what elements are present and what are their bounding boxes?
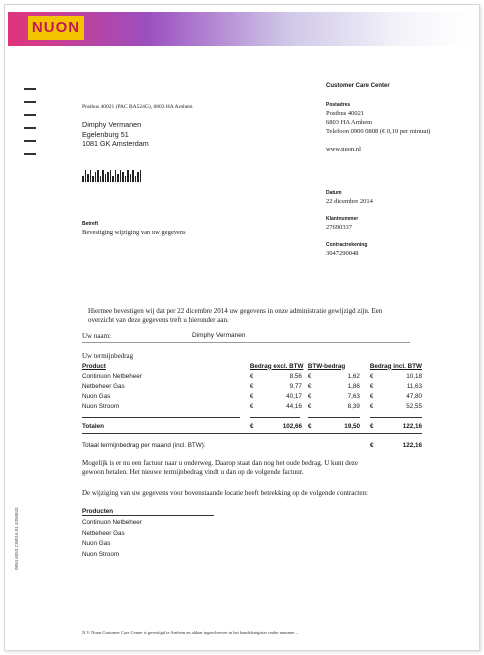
para1-line-1: Mogelijk is er nu een factuur naar u onderweg. Daarop staat dan nog het oude bedrag. U kunt deze	[82, 459, 359, 467]
row-btw: € 7,63	[307, 392, 360, 400]
row-excl: € 44,16	[249, 402, 302, 410]
row-incl: € 11,63	[369, 382, 422, 390]
monthly-table	[82, 440, 422, 450]
row-btw: € 1,62	[307, 372, 360, 380]
client-value: 27690337	[326, 224, 352, 231]
totals-table	[82, 421, 422, 431]
totals-incl: € 122,16	[370, 422, 422, 430]
table-row	[82, 371, 422, 381]
header-btw: BTW-bedrag	[307, 362, 346, 370]
row-incl: € 52,55	[369, 402, 422, 410]
list-item: Continuon Netbeheer	[82, 519, 142, 526]
table-row	[82, 391, 422, 401]
totals-excl: € 102,66	[250, 422, 302, 430]
termijn-table	[82, 361, 422, 411]
header-excl: Bedrag excl. BTW	[249, 362, 304, 370]
name-label: Uw naam:	[82, 332, 111, 340]
subject-value: Bevestiging wijziging van uw gegevens	[82, 229, 186, 236]
date-label: Datum	[326, 190, 342, 196]
name-underline	[82, 342, 410, 343]
recipient-address	[82, 120, 149, 149]
recipient-city: 1081 GK Amsterdam	[82, 139, 149, 148]
totals-bottom-rule	[82, 433, 422, 434]
sender-line: Postbus 40021 (PAC BA524G), 6803 HA Arnhem	[82, 104, 193, 110]
paragraph-invoice	[82, 459, 422, 477]
row-btw: € 8,39	[307, 402, 360, 410]
totals-rule-product	[82, 417, 240, 418]
contact-title: Customer Care Center	[326, 83, 390, 89]
products-list	[82, 518, 142, 560]
contract-value: 3047290048	[326, 250, 359, 257]
address-line-2: 6803 HA Arnhem	[326, 119, 373, 126]
contract-label: Contractrekening	[326, 242, 368, 248]
contact-block	[326, 83, 430, 153]
table-row	[82, 381, 422, 391]
totals-rule-incl	[370, 417, 422, 418]
row-excl: € 40,17	[249, 392, 302, 400]
header-incl: Bedrag incl. BTW	[369, 362, 422, 370]
row-incl: € 47,80	[369, 392, 422, 400]
row-product: Netbeheer Gas	[82, 382, 125, 390]
row-excl: € 9,77	[249, 382, 302, 390]
intro-line-2: overzicht van deze gegevens treft u hieronder aan.	[88, 316, 229, 324]
header-product: Product	[82, 362, 106, 370]
monthly-label: Totaal termijnbedrag per maand (incl. BTW):	[82, 441, 206, 449]
list-item: Nuon Gas	[82, 540, 111, 547]
list-item: Netbeheer Gas	[82, 529, 125, 537]
row-incl: € 10,18	[369, 372, 422, 380]
phone-line: Telefoon 0900 0808 (€ 0,10 per minuut)	[326, 128, 431, 135]
list-item: Nuon Stroom	[82, 550, 120, 558]
recipient-name: Dimphy Vermanen	[82, 120, 142, 129]
intro-line-1: Hiermee bevestigen wij dat per 22 dicembre 2014 uw gegevens in onze administratie gewijzigd zijn. Een	[88, 307, 383, 315]
margin-code: 0894 6053 CW016.01 4396843	[14, 507, 19, 570]
fold-marks	[24, 88, 38, 166]
products-title: Producten	[82, 508, 114, 515]
address-label: Postadres	[326, 102, 351, 108]
subject-label: Betreft	[82, 221, 99, 227]
client-label: Klantnummer	[326, 216, 359, 222]
recipient-street: Egelenburg 51	[82, 129, 129, 139]
footer-legal: N.V. Nuon Customer Care Center is gevestigd te Arnhem en aldaar ingeschreven in het handelsregister onder nummer ...	[82, 630, 300, 635]
para1-line-2: gewoon betalen. Het nieuwe termijnbedrag vindt u dan op de volgende factuur.	[82, 468, 304, 476]
monthly-value: € 122,16	[370, 441, 422, 449]
table-header-row	[82, 361, 422, 371]
row-product: Nuon Gas	[82, 392, 111, 400]
postal-barcode	[82, 170, 162, 182]
date-value: 22 dicembre 2014	[326, 198, 373, 205]
products-rule	[82, 515, 214, 516]
nuon-logo: NUON	[28, 16, 84, 40]
totals-rule-excl	[250, 417, 300, 418]
row-btw: € 1,86	[307, 382, 360, 390]
row-product: Continuon Netbeheer	[82, 372, 142, 380]
meta-block	[326, 190, 373, 257]
termijn-title: Uw termijnbedrag	[82, 352, 134, 360]
address-line-1: Postbus 40021	[326, 110, 365, 117]
name-value: Dimphy Vermanen	[192, 332, 246, 339]
contact-address	[326, 109, 430, 136]
totals-btw: € 19,50	[308, 422, 360, 430]
row-excl: € 8,56	[249, 372, 302, 380]
paragraph-contracts: De wijziging van uw gegevens voor bovenstaande locatie heeft betrekking op de volgende contracten:	[82, 489, 368, 497]
monthly-row	[82, 440, 422, 450]
subject-block	[82, 221, 186, 236]
row-product: Nuon Stroom	[82, 402, 120, 410]
intro-paragraph	[88, 307, 418, 325]
website: www.nuon.nl	[326, 146, 361, 153]
totals-rule-btw	[308, 417, 360, 418]
totals-label: Totalen	[82, 422, 104, 430]
table-row	[82, 401, 422, 411]
totals-row	[82, 421, 422, 431]
